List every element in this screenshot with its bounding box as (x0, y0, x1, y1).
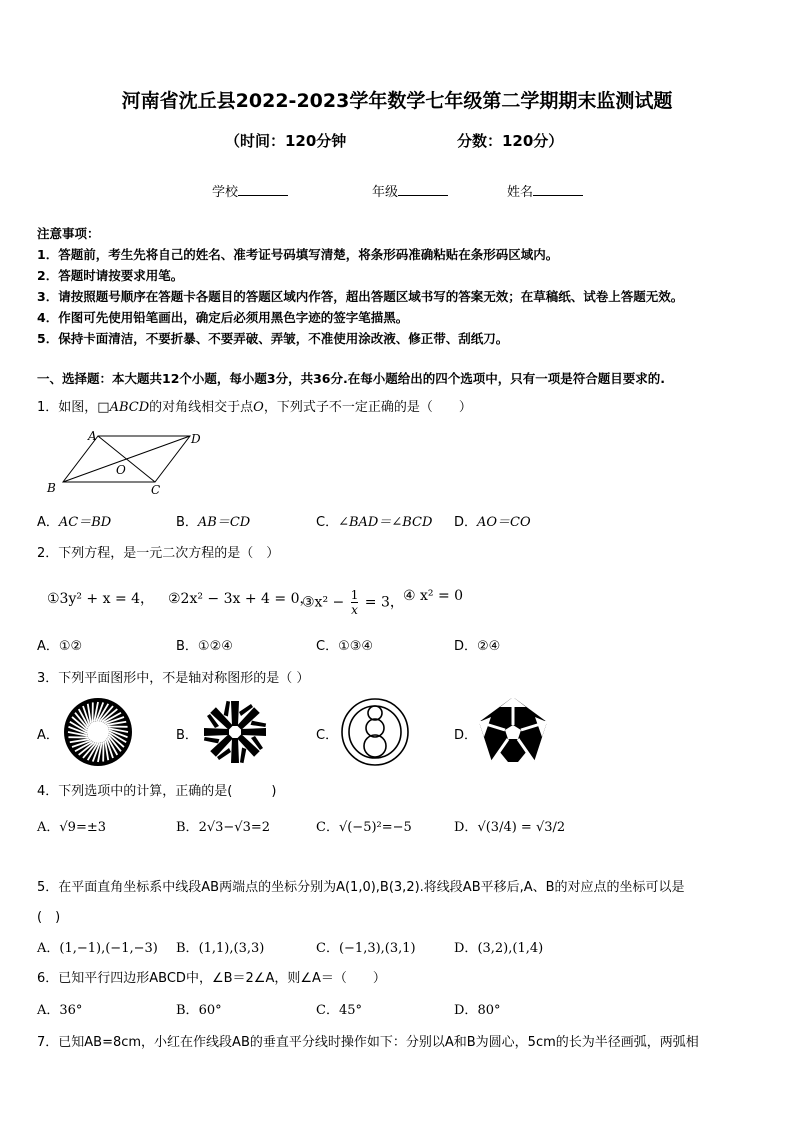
question-5-stem-cont: ( ) (37, 910, 61, 925)
q1-option-a[interactable]: A．AC＝BD (37, 515, 112, 530)
question-2-stem: 2．下列方程，是一元二次方程的是（ ） (37, 546, 280, 561)
label-O: O (116, 463, 126, 477)
q2-eq3: ③x² − $\frac{1}{x}$ = 3， (302, 588, 404, 617)
name-label: 姓名 (507, 185, 534, 200)
star-burst-icon[interactable] (202, 699, 268, 765)
school-blank[interactable] (238, 183, 288, 196)
note-item: 2．答题时请按要求用笔。 (37, 268, 184, 283)
q5-option-b[interactable]: B．(1,1),(3,3) (176, 941, 265, 956)
q4-option-a[interactable]: A．√9=±3 (37, 820, 107, 835)
q2-option-d[interactable]: D．②④ (454, 639, 501, 654)
q5-option-d[interactable]: D．(3,2),(1,4) (454, 941, 544, 956)
q2-option-c[interactable]: C．①③④ (316, 639, 374, 654)
q3-option-d-label[interactable]: D． (454, 728, 478, 743)
q3-option-b-label[interactable]: B． (176, 728, 198, 743)
q6-option-d[interactable]: D．80° (454, 1003, 501, 1018)
q4-option-d[interactable]: D．√(3/4) = √3/2 (454, 820, 566, 835)
exam-score: 分数：120分） (457, 132, 564, 150)
page-title: 河南省沈丘县2022-2023学年数学七年级第二学期期末监测试题 (121, 90, 673, 112)
q5-option-c[interactable]: C．(−1,3),(3,1) (316, 941, 416, 956)
note-item: 4．作图可先使用铅笔画出，确定后必须用黑色字迹的签字笔描黑。 (37, 310, 409, 325)
label-C: C (151, 483, 161, 497)
label-A: A (88, 429, 97, 443)
q3-option-a-label[interactable]: A． (37, 728, 59, 743)
q2-eq2: ②2x² − 3x + 4 = 0， (168, 591, 314, 607)
label-D: D (191, 432, 201, 446)
q6-option-a[interactable]: A．36° (37, 1003, 83, 1018)
q5-option-a[interactable]: A．(1,−1),(−1,−3) (37, 941, 158, 956)
q6-option-b[interactable]: B．60° (176, 1003, 222, 1018)
grade-label: 年级 (372, 185, 399, 200)
q4-option-b[interactable]: B．2√3−√3=2 (176, 820, 270, 835)
q1-option-c[interactable]: C．∠BAD＝∠BCD (316, 515, 433, 530)
question-4-stem: 4．下列选项中的计算，正确的是( ) (37, 784, 277, 799)
q2-option-a[interactable]: A．①② (37, 639, 83, 654)
sunburst-icon[interactable] (63, 697, 133, 767)
question-3-stem: 3．下列平面图形中，不是轴对称图形的是（ ） (37, 671, 310, 686)
question-7-stem: 7．已知AB=8cm，小红在作线段AB的垂直平分线时操作如下：分别以A和B为圆心，5cm的长为半径画弧，两弧相 (37, 1035, 699, 1050)
label-B: B (47, 481, 56, 495)
parallelogram-figure (40, 425, 210, 497)
name-field (507, 181, 583, 200)
notes-heading: 注意事项： (37, 226, 100, 241)
q3-option-c-label[interactable]: C． (316, 728, 339, 743)
q4-option-c[interactable]: C．√(−5)²=−5 (316, 820, 412, 835)
grade-field (372, 181, 448, 200)
school-field (212, 181, 288, 200)
q2-option-b[interactable]: B．①②④ (176, 639, 233, 654)
q6-option-c[interactable]: C．45° (316, 1003, 362, 1018)
q1-option-b[interactable]: B．AB＝CD (176, 515, 251, 530)
q2-eq1: ①3y² + x = 4， (47, 591, 155, 607)
name-blank[interactable] (533, 183, 583, 196)
question-6-stem: 6．已知平行四边形ABCD中，∠B＝2∠A，则∠A＝（ ） (37, 971, 386, 986)
pentagon-star-icon[interactable] (476, 695, 550, 767)
q1-option-d[interactable]: D．AO＝CO (454, 515, 531, 530)
question-1-stem: 1．如图，□ABCD的对角线相交于点O，下列式子不一定正确的是（ ） (37, 400, 472, 415)
note-item: 3．请按照题号顺序在答题卡各题目的答题区域内作答，超出答题区域书写的答案无效；在草稿纸、试卷上答题无效。 (37, 289, 684, 304)
nested-circles-icon[interactable] (340, 697, 410, 767)
school-label: 学校 (212, 185, 239, 200)
grade-blank[interactable] (398, 183, 448, 196)
question-5-stem: 5．在平面直角坐标系中线段AB两端点的坐标分别为A(1,0),B(3,2).将线段AB平移后,A、B的对应点的坐标可以是 (37, 880, 685, 895)
section-heading: 一、选择题：本大题共12个小题，每小题3分，共36分.在每小题给出的四个选项中，只有一项是符合题目要求的. (37, 371, 665, 386)
q2-eq4: ④ x² = 0 (403, 588, 464, 604)
note-item: 5．保持卡面清洁，不要折暴、不要弄破、弄皱，不准使用涂改液、修正带、刮纸刀。 (37, 331, 509, 346)
exam-time: （时间：120分钟 (225, 132, 347, 150)
note-item: 1．答题前，考生先将自己的姓名、准考证号码填写清楚，将条形码准确粘贴在条形码区域内。 (37, 247, 559, 262)
